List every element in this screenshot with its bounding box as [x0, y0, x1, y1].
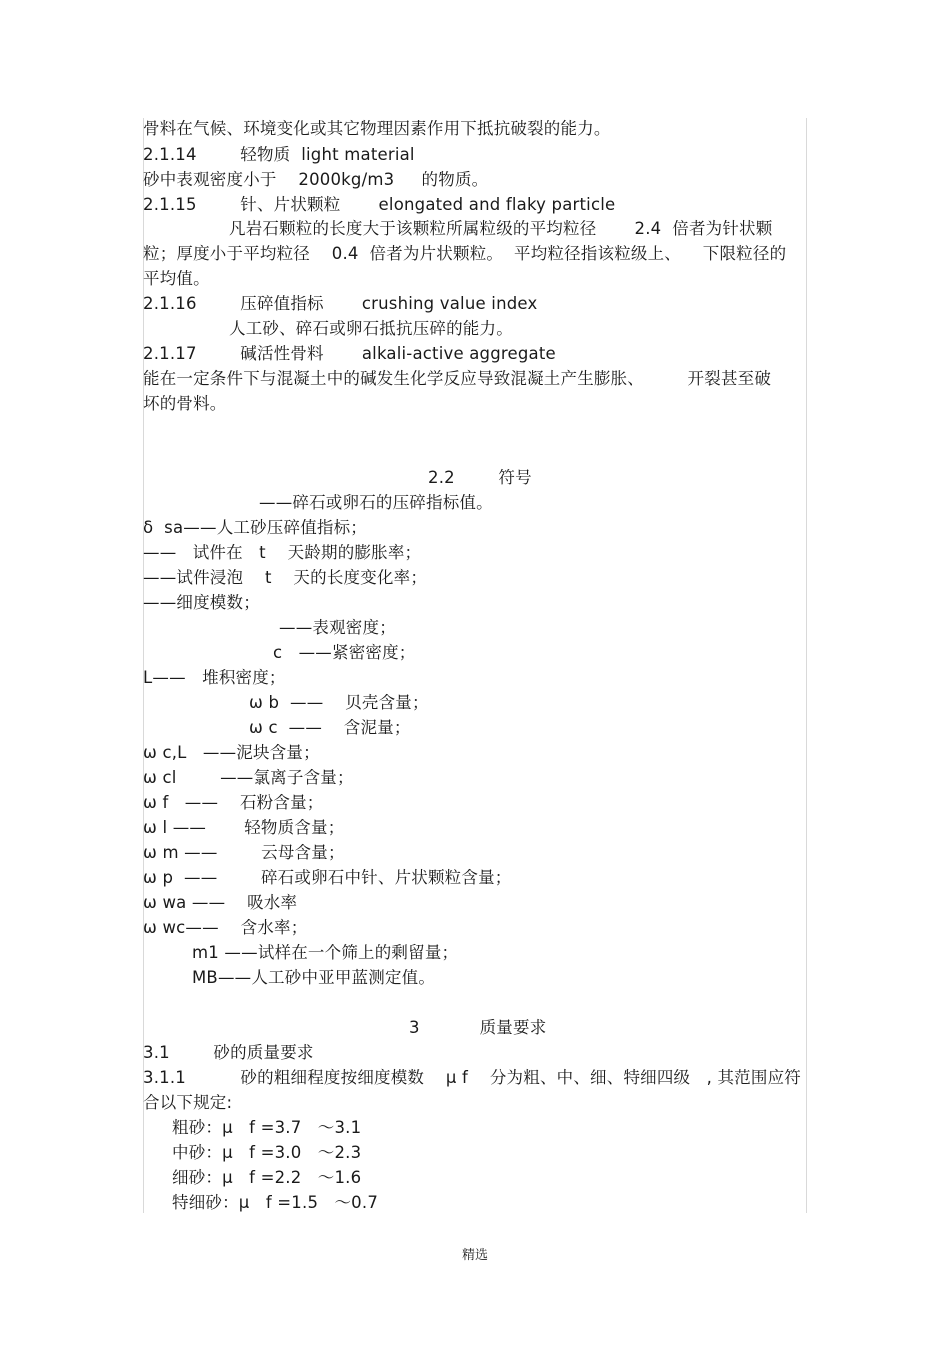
- text-line: 平均值。: [143, 269, 210, 288]
- symbol-line: ω b —— 贝壳含量；: [249, 693, 429, 712]
- chapter-title-3: 3 质量要求: [409, 1018, 547, 1037]
- section-title-2-2: 2.2 符号: [428, 468, 532, 487]
- symbol-line: ——细度模数；: [143, 593, 260, 612]
- section-heading-2-1-15: 2.1.15 针、片状颗粒 elongated and flaky particle: [143, 195, 616, 214]
- section-heading-2-1-17: 2.1.17 碱活性骨料 alkali-active aggregate: [143, 344, 556, 363]
- text-line: 合以下规定:: [143, 1093, 233, 1112]
- symbol-line: ——表观密度；: [279, 618, 396, 637]
- symbol-line: ω wc—— 含水率；: [143, 918, 308, 937]
- symbol-line: ω cl ——氯离子含量；: [143, 768, 354, 787]
- text-line: 凡岩石颗粒的长度大于该颗粒所属粒级的平均粒径 2.4 倍者为针状颗: [229, 219, 773, 238]
- section-heading-2-1-14: 2.1.14 轻物质 light material: [143, 145, 415, 164]
- symbol-line: L—— 堆积密度；: [143, 668, 286, 687]
- symbol-line: ω f —— 石粉含量；: [143, 793, 324, 812]
- symbol-line: ——试件浸泡 t 天的长度变化率；: [143, 568, 428, 587]
- symbol-line: c ——紧密密度；: [273, 643, 416, 662]
- text-line: 3.1.1 砂的粗细程度按细度模数 μ f 分为粗、中、细、特细四级 , 其范围应符: [143, 1068, 801, 1087]
- text-line: 砂中表观密度小于 2000kg/m3 的物质。: [143, 170, 489, 189]
- text-line: 坏的骨料。: [143, 394, 227, 413]
- list-item: 粗砂：μ f =3.7 ～3.1: [172, 1118, 362, 1137]
- symbol-line: δ sa——人工砂压碎值指标；: [143, 518, 367, 537]
- section-heading-3-1: 3.1 砂的质量要求: [143, 1043, 314, 1062]
- symbol-line: ω m —— 云母含量；: [143, 843, 345, 862]
- list-item: 细砂：μ f =2.2 ～1.6: [172, 1168, 362, 1187]
- symbol-line: ω c,L ——泥块含量；: [143, 743, 320, 762]
- symbol-line: MB——人工砂中亚甲蓝测定值。: [192, 968, 436, 987]
- text-line: 人工砂、碎石或卵石抵抗压碎的能力。: [229, 319, 513, 338]
- symbol-line: —— 试件在 t 天龄期的膨胀率；: [143, 543, 422, 562]
- page-footer: 精选: [461, 1248, 488, 1263]
- symbol-line: ω wa —— 吸水率: [143, 893, 298, 912]
- symbol-line: ω c —— 含泥量；: [249, 718, 411, 737]
- text-line: 能在一定条件下与混凝土中的碱发生化学反应导致混凝土产生膨胀、 开裂甚至破: [143, 369, 772, 388]
- symbol-line: ——碎石或卵石的压碎指标值。: [259, 493, 493, 512]
- text-line: 骨料在气候、环境变化或其它物理因素作用下抵抗破裂的能力。: [143, 119, 611, 138]
- symbol-line: ω p —— 碎石或卵石中针、片状颗粒含量；: [143, 868, 512, 887]
- right-frame-line: [806, 118, 807, 1213]
- list-item: 中砂：μ f =3.0 ～2.3: [172, 1143, 362, 1162]
- text-line: 粒；厚度小于平均粒径 0.4 倍者为片状颗粒。 平均粒径指该粒级上、 下限粒径的: [143, 244, 787, 263]
- symbol-line: m1 ——试样在一个筛上的剩留量；: [192, 943, 459, 962]
- section-heading-2-1-16: 2.1.16 压碎值指标 crushing value index: [143, 294, 538, 313]
- list-item: 特细砂：μ f =1.5 ～0.7: [172, 1193, 379, 1212]
- symbol-line: ω l —— 轻物质含量；: [143, 818, 345, 837]
